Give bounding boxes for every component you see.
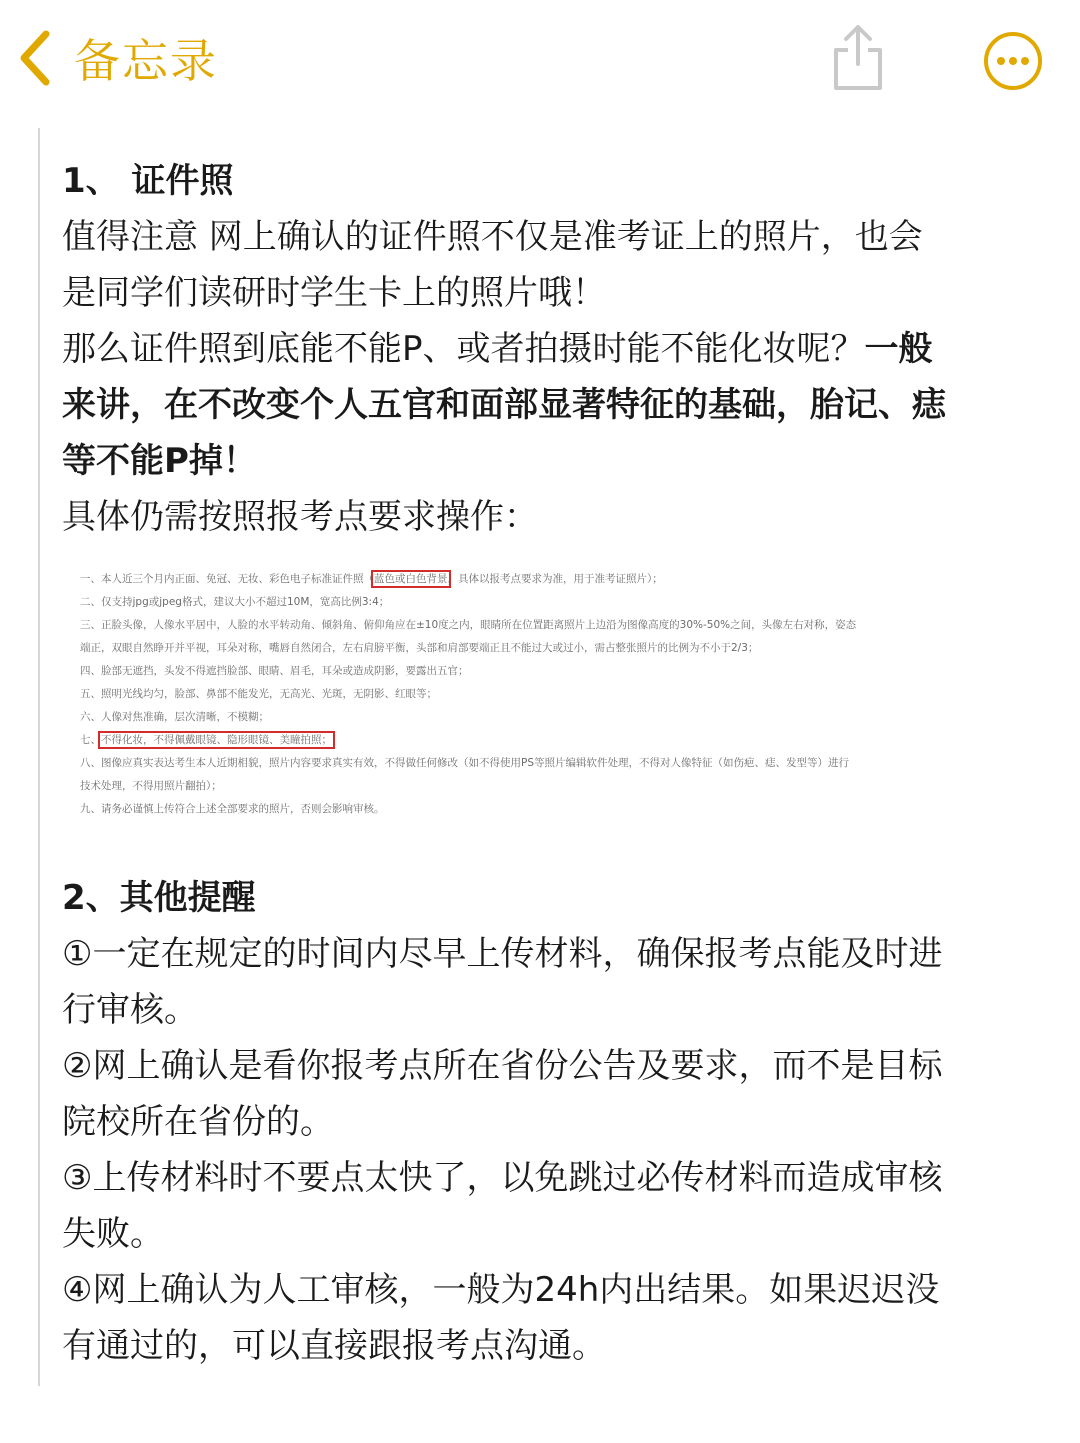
section2-line: 院校所在省份的。 — [62, 1102, 334, 1142]
doc-row: 六、人像对焦准确，层次清晰，不模糊； — [80, 711, 269, 723]
section1-line: 是同学们读研时学生卡上的照片哦！ — [62, 273, 606, 313]
section1-title: 1、 证件照 — [62, 161, 234, 201]
doc-row: 端正，双眼自然睁开并平视，耳朵对称，嘴唇自然闭合，左右肩膀平衡，头部和肩部要端正且不能过大或过小，需占整张照片的比例为不小于2/3； — [80, 642, 759, 654]
doc-row: 三、正脸头像，人像水平居中，人脸的水平转动角、倾斜角、俯仰角应在±10度之内，眼睛所在位置距离照片上边沿为图像高度的30%-50%之间，头像左右对称，姿态 — [80, 619, 857, 631]
doc-row: 八、图像应真实表达考生本人近期相貌，照片内容要求真实有效，不得做任何修改（如不得使用PS等照片编辑软件处理，不得对人像特征（如伤疤、痣、发型等）进行 — [80, 757, 849, 769]
nav-bar — [0, 0, 1080, 120]
text-bold: 一般 — [864, 329, 933, 369]
section2-line: 有通过的，可以直接跟报考点沟通。 — [62, 1326, 606, 1366]
doc-row: 七、不得化妆，不得佩戴眼镜、隐形眼镜、美瞳拍照； — [80, 734, 332, 746]
section2-line: ③上传材料时不要点太快了，以免跳过必传材料而造成审核 — [62, 1158, 943, 1198]
section1-line: 值得注意 网上确认的证件照不仅是准考证上的照片，也会 — [62, 217, 923, 257]
section2-line: 失败。 — [62, 1214, 164, 1254]
doc-row: 一、本人近三个月内正面、免冠、无妆、彩色电子标准证件照（蓝色或白色背景，具体以报考点要求为准，用于准考证照片）； — [80, 573, 663, 585]
doc-row: 九、请务必谨慎上传符合上述全部要求的照片，否则会影响审核。 — [80, 803, 385, 815]
share-button[interactable] — [828, 22, 888, 94]
section1-line-bold: 来讲，在不改变个人五官和面部显著特征的基础，胎记、痣 — [62, 385, 946, 425]
highlight-box: 蓝色或白色背景 — [374, 573, 448, 585]
doc-row: 技术处理，不得用照片翻拍）； — [80, 780, 222, 792]
section2-line: ①一定在规定的时间内尽早上传材料，确保报考点能及时进 — [62, 934, 943, 974]
more-icon — [982, 30, 1044, 92]
section1-line: 具体仍需按照报考点要求操作： — [62, 497, 538, 537]
chevron-left-icon — [16, 28, 52, 88]
text-normal: 那么证件照到底能不能P、或者拍摄时能不能化妆呢？ — [62, 329, 865, 369]
section2-line: ④网上确认为人工审核，一般为24h内出结果。如果迟迟没 — [62, 1270, 940, 1310]
share-icon — [828, 22, 888, 94]
note-content[interactable] — [38, 128, 1046, 1386]
section2-line: ②网上确认是看你报考点所在省份公告及要求，而不是目标 — [62, 1046, 943, 1086]
section2-title: 2、其他提醒 — [62, 878, 256, 918]
more-button[interactable] — [982, 30, 1044, 92]
back-button[interactable] — [16, 26, 218, 90]
back-label: 备忘录 — [74, 34, 218, 88]
section1-line — [62, 321, 933, 377]
doc-row: 二、仅支持jpg或jpeg格式，建议大小不超过10M，宽高比例3:4； — [80, 596, 390, 608]
highlight-box: 不得化妆，不得佩戴眼镜、隐形眼镜、美瞳拍照； — [101, 734, 332, 746]
doc-row: 五、照明光线均匀，脸部、鼻部不能发光，无高光、光斑，无阴影、红眼等； — [80, 688, 437, 700]
doc-row: 四、脸部无遮挡，头发不得遮挡脸部、眼睛、眉毛，耳朵或造成阴影，要露出五官； — [80, 665, 469, 677]
section2-line: 行审核。 — [62, 990, 198, 1030]
section1-line-bold: 等不能P掉！ — [62, 441, 257, 481]
document-image — [80, 568, 1020, 838]
